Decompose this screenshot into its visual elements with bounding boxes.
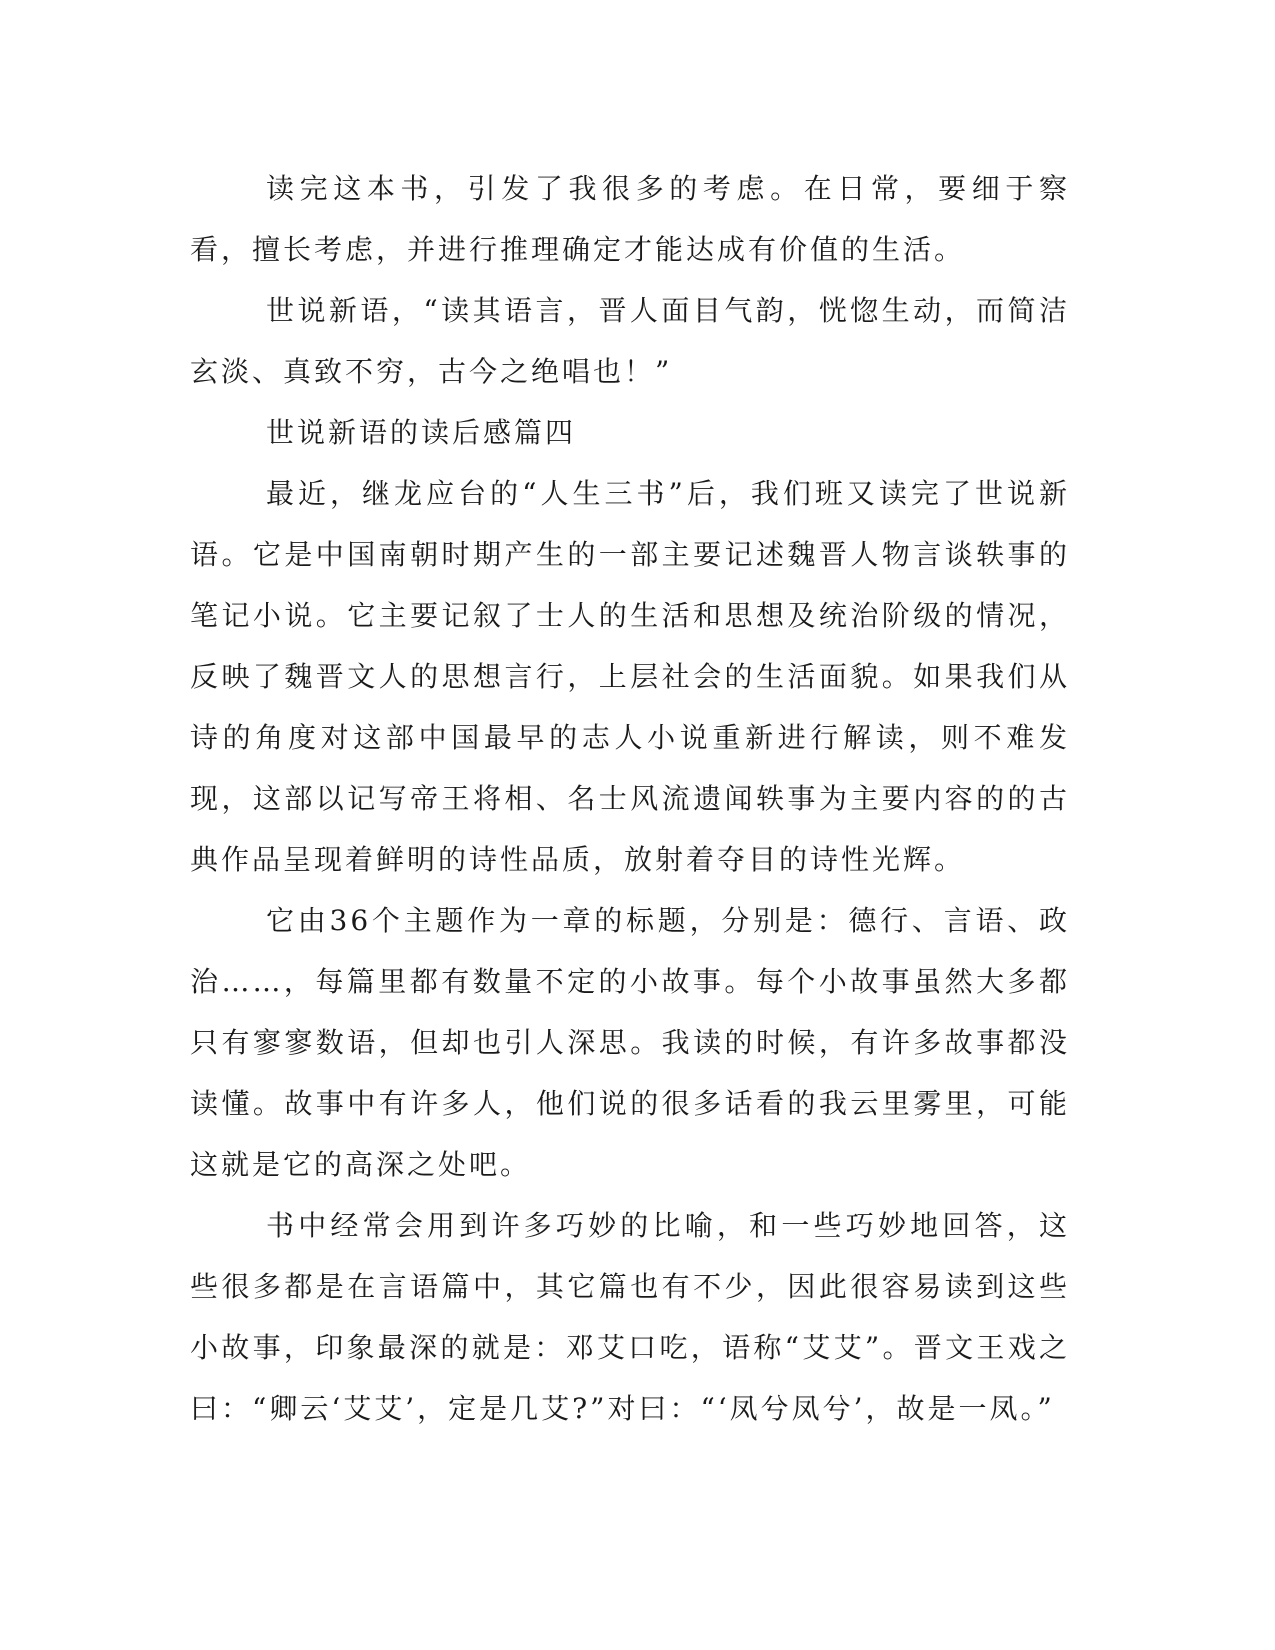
paragraph-intro: 最近，继龙应台的“人生三书”后，我们班又读完了世说新语。它是中国南朝时期产生的一部主要记述魏晋人物言谈轶事的笔记小说。它主要记叙了士人的生活和思想及统治阶级的情况，反映了魏晋文人的思想言行，上层社会的生活面貌。如果我们从诗的角度对这部中国最早的志人小说重新进行解读，则不难发现，这部以记写帝王将相、名士风流遗闻轶事为主要内容的的古典作品呈现着鲜明的诗性品质，放射着夺目的诗性光辉。	[190, 477, 1070, 876]
paragraph-quote: 世说新语，“读其语言，晋人面目气韵，恍惚生动，而简洁玄淡、真致不穷，古今之绝唱也！”	[190, 294, 1070, 388]
paragraph-metaphors: 书中经常会用到许多巧妙的比喻，和一些巧妙地回答，这些很多都是在言语篇中，其它篇也有不少，因此很容易读到这些小故事，印象最深的就是：邓艾口吃，语称“艾艾”。晋文王戏之曰：“卿云‘艾艾’，定是几艾?”对曰：“‘凤兮凤兮’，故是一凤。”	[190, 1209, 1070, 1425]
document-body	[190, 158, 1070, 1439]
paragraph-themes: 它由36个主题作为一章的标题，分别是：德行、言语、政治……，每篇里都有数量不定的小故事。每个小故事虽然大多都只有寥寥数语，但却也引人深思。我读的时候，有许多故事都没读懂。故事中有许多人，他们说的很多话看的我云里雾里，可能这就是它的高深之处吧。	[190, 904, 1070, 1181]
section-heading: 世说新语的读后感篇四	[266, 416, 577, 449]
paragraph-reflection: 读完这本书，引发了我很多的考虑。在日常，要细于察看，擅长考虑，并进行推理确定才能达成有价值的生活。	[190, 172, 1070, 266]
